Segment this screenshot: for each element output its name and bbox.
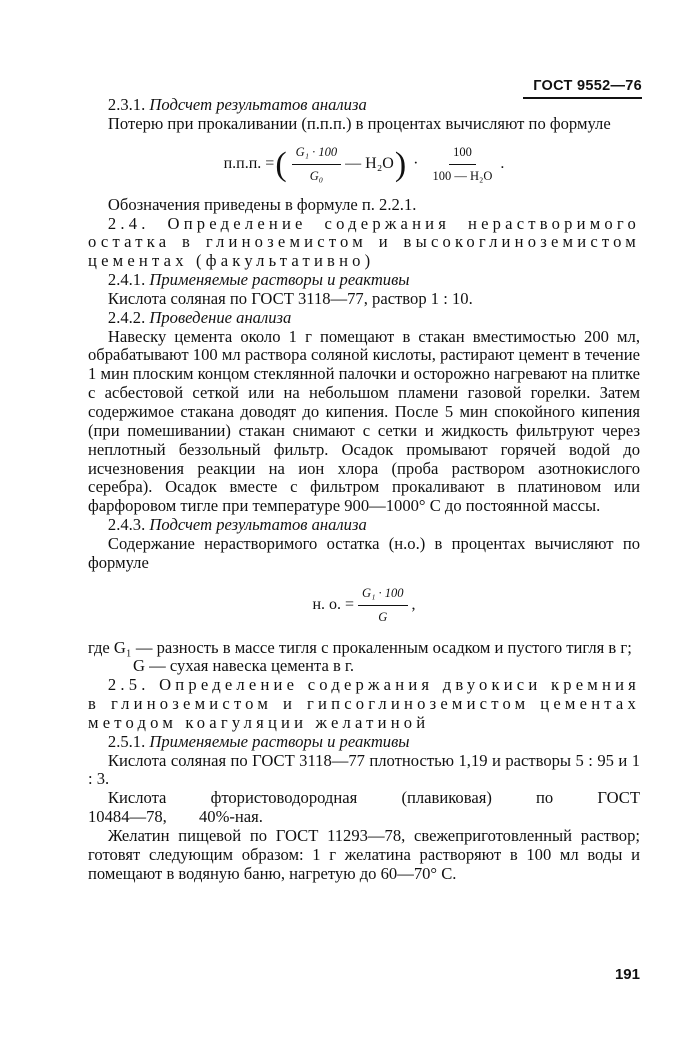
section-title: Применяемые растворы и реактивы xyxy=(149,731,410,751)
formula-denominator: G₀ xyxy=(309,169,324,184)
formula-lhs: н. о. = xyxy=(312,596,355,614)
section-2-4-2-heading xyxy=(88,309,640,328)
formula-insoluble-residue xyxy=(88,573,640,639)
formula-numerator-2: 100 xyxy=(449,143,476,165)
paragraph-notation-note: Обозначения приведены в формуле п. 2.2.1. xyxy=(107,194,417,214)
paragraph-insoluble-residue: Содержание нерастворимого остатка (н.о.) в процентах вычисляют по формуле xyxy=(88,533,640,572)
formula-paren-open: ( xyxy=(275,145,287,183)
formula-fraction xyxy=(292,143,342,186)
section-2-4-heading: 2.4. Определение содержания нерастворимого остатка в глиноземистом и высокоглиноземистом цементах (факультативно) xyxy=(88,213,640,271)
section-number: 2.4.2. xyxy=(107,307,146,327)
formula-dot: · xyxy=(413,155,419,173)
formula-end: , xyxy=(411,596,416,614)
section-title: Подсчет результатов анализа xyxy=(149,95,367,114)
section-number: 2.4.1. xyxy=(107,270,146,290)
formula-lhs: п.п.п. = xyxy=(223,155,275,173)
formula-numerator: G₁ · 100 xyxy=(292,143,342,165)
section-2-3-1-heading xyxy=(88,96,640,115)
paragraph-hydrochloric-acid-density: Кислота соляная по ГОСТ 3118—77 плотностью 1,19 и растворы 5 : 95 и 1 : 3. xyxy=(88,750,640,789)
standard-header: ГОСТ 9552—76 xyxy=(533,78,642,94)
section-title: Применяемые растворы и реактивы xyxy=(149,270,410,290)
paragraph-hydrofluoric-acid: Кислота фтористоводородная (плавиковая) по ГОСТ 10484—78, 40%-ная. xyxy=(88,788,640,827)
section-2-5-1-heading xyxy=(88,733,640,752)
paragraph-analysis-procedure: Навеску цемента около 1 г помещают в стакан вместимостью 200 мл, обрабатывают 100 мл раствора соляной кислоты, растирают цемент в течение 1 мин плоским концом стеклянной палочки и осторожно нагревают на плитке с асбестовой сеткой или на небольшом пламени газовой горелки. Затем содержимое стакана доводят до кипения. После 5 мин спокойного кипения (при помешивании) стакан снимают с сетки и жидкость фильтруют через неплотный беззольный фильтр. Осадок промывают горячей водой до исчезновения реакции на ион хлора (проба раствором азотнокислого серебра). Осадок вместе с фильтром прокаливают в платиновом или фарфоровом тигле при температуре 900—1000° С до постоянной массы. xyxy=(88,326,640,516)
formula-denominator: G xyxy=(378,610,388,625)
section-2-4-3-heading xyxy=(88,516,640,535)
section-number: 2.3.1. xyxy=(107,95,146,114)
paragraph-loss-on-ignition: Потерю при прокаливании (п.п.п.) в процентах вычисляют по формуле xyxy=(107,113,611,133)
section-2-4-1-heading xyxy=(88,271,640,290)
paragraph-hydrochloric-acid: Кислота соляная по ГОСТ 3118—77, раствор 1 : 10. xyxy=(107,288,473,308)
section-2-5-heading: 2.5. Определение содержания двуокиси кремния в глиноземистом и гипсоглиноземистом цементах методом коагуляции желатиной xyxy=(88,675,640,732)
formula-fraction xyxy=(358,584,408,627)
paragraph-gelatin: Желатин пищевой по ГОСТ 11293—78, свежеприготовленный раствор; готовят следующим образом: 1 г желатина растворяют в 100 мл воды и помещают в водяную баню, нагретую до 60—70° С. xyxy=(88,826,640,883)
formula-numerator: G₁ · 100 xyxy=(358,584,408,606)
page-number: 191 xyxy=(614,966,640,983)
definition-g1: где G₁ — разность в массе тигля с прокаленным осадком и пустого тигля в г; xyxy=(88,637,632,657)
formula-loss-on-ignition xyxy=(88,134,640,196)
formula-minus-water: — H₂O xyxy=(345,155,394,173)
page-content xyxy=(88,96,640,884)
formula-fraction-2 xyxy=(428,143,496,186)
section-title: Проведение анализа xyxy=(149,307,292,327)
section-title: Подсчет результатов анализа xyxy=(149,515,367,535)
section-number: 2.4.3. xyxy=(107,515,146,535)
formula-end: . xyxy=(500,155,505,173)
section-number: 2.5.1. xyxy=(107,731,146,751)
formula-denominator-2: 100 — H₂O xyxy=(432,169,493,184)
definition-g: G — сухая навеска цемента в г. xyxy=(133,656,355,676)
formula-paren-close: ) xyxy=(394,145,407,183)
